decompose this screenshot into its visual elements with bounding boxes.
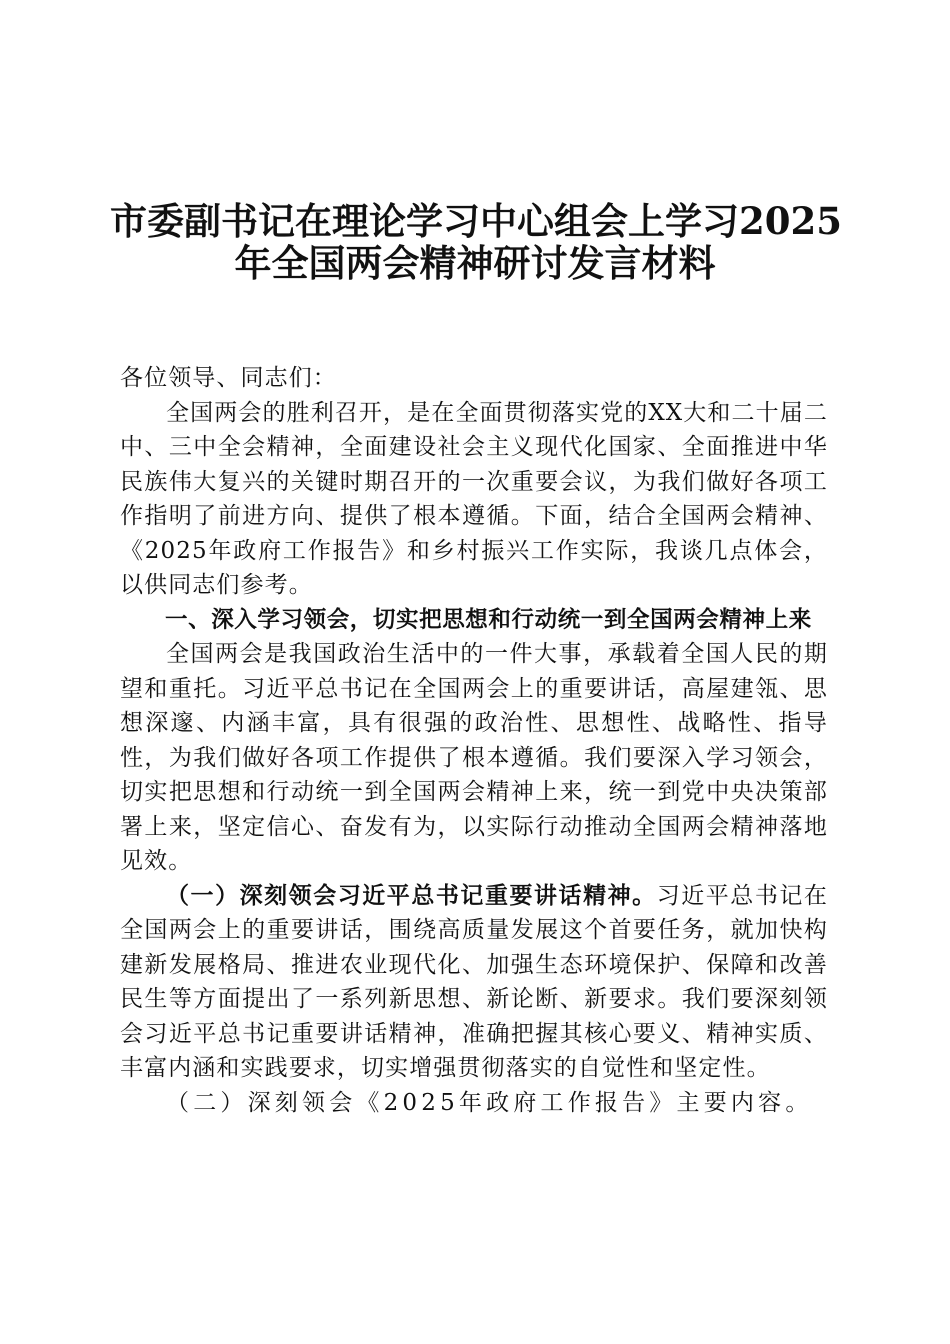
- intro-paragraph: 全国两会的胜利召开，是在全面贯彻落实党的XX大和二十届二中、三中全会精神，全面建设社会主义现代化国家、全面推进中华民族伟大复兴的关键时期召开的一次重要会议，为我们做好各项工作指明了前进方向、提供了根本遵循。下面，结合全国两会精神、《2025年政府工作报告》和乡村振兴工作实际，我谈几点体会，以供同志们参考。: [120, 399, 828, 598]
- subsection-1-title: （一）深刻领会习近平总书记重要讲话精神。: [166, 881, 657, 909]
- subsection-1-body: 习近平总书记在全国两会上的重要讲话，围绕高质量发展这个首要任务，就加快构建新发展格局、推进农业现代化、加强生态环境保护、保障和改善民生等方面提出了一系列新思想、新论断、新要求。我们要深刻领会习近平总书记重要讲话精神，准确把握其核心要义、精神实质、丰富内涵和实践要求，切实增强贯彻落实的自觉性和坚定性。: [120, 882, 829, 1081]
- subsection-1-paragraph: [120, 879, 828, 1086]
- subsection-2-paragraph: [120, 1086, 828, 1121]
- section-1-heading: 一、深入学习领会，切实把思想和行动统一到全国两会精神上来: [165, 606, 812, 633]
- section-1-paragraph: 全国两会是我国政治生活中的一件大事，承载着全国人民的期望和重托。习近平总书记在全国两会上的重要讲话，高屋建瓴、思想深邃、内涵丰富，具有很强的政治性、思想性、战略性、指导性，为我们做好各项工作提供了根本遵循。我们要深入学习领会，切实把思想和行动统一到全国两会精神上来，统一到党中央决策部署上来，坚定信心、奋发有为，以实际行动推动全国两会精神落地见效。: [120, 641, 828, 874]
- subsection-2-title: （二）深刻领会《2025年政府工作报告》主要内容。: [166, 1089, 813, 1116]
- document-title-line-1: 市委副书记在理论学习中心组会上学习2025: [110, 199, 842, 243]
- document-body: [120, 361, 828, 1120]
- salutation: 各位领导、同志们：: [120, 365, 337, 391]
- document-title-line-2: 年全国两会精神研讨发言材料: [234, 241, 716, 285]
